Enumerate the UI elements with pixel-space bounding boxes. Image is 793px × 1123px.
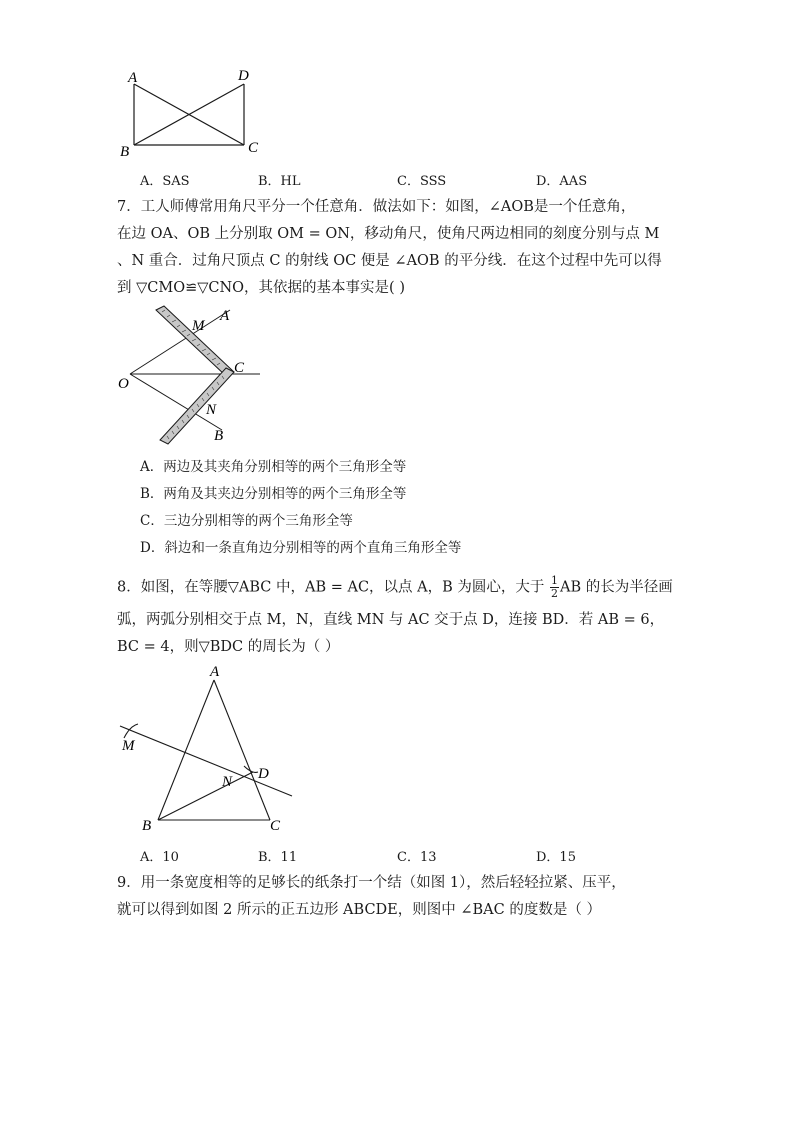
q8-figure bbox=[110, 662, 300, 837]
q8-side-ab bbox=[158, 680, 214, 820]
q6-figure bbox=[110, 62, 270, 162]
q6-option-d[interactable]: D．AAS bbox=[536, 174, 588, 189]
q8-label-n: N bbox=[222, 774, 233, 790]
q7-option-c[interactable]: C．三边分别相等的两个三角形全等 bbox=[140, 513, 353, 529]
q7-label-m: M bbox=[192, 318, 205, 334]
q7-line-4: 到 ▽CMO≌▽CNO，其依据的基本事实是( ) bbox=[117, 280, 405, 296]
q8-option-d[interactable]: D．15 bbox=[536, 850, 576, 865]
q7-label-a: A bbox=[220, 308, 230, 324]
q8-fraction-denominator: 2 bbox=[551, 587, 558, 600]
q9-line-1: 9．用一条宽度相等的足够长的纸条打一个结（如图 1），然后轻轻拉紧、压平， bbox=[117, 875, 626, 891]
q7-line-3: 、N 重合．过角尺顶点 C 的射线 OC 便是 ∠AOB 的平分线．在这个过程中先可以得 bbox=[117, 253, 662, 269]
q8-segment-bd bbox=[158, 772, 253, 820]
q7-figure bbox=[110, 300, 280, 450]
q6-option-c[interactable]: C．SSS bbox=[397, 174, 447, 189]
q6-option-a[interactable]: A．SAS bbox=[140, 174, 190, 189]
q7-line-2: 在边 OA、OB 上分别取 OM = ON，移动角尺，使角尺两边相同的刻度分别与点 M bbox=[117, 226, 660, 242]
q8-label-c: C bbox=[270, 818, 281, 834]
q8-line-1 bbox=[117, 575, 673, 600]
q8-option-c[interactable]: C．13 bbox=[397, 850, 437, 865]
q8-label-m: M bbox=[122, 738, 135, 754]
q8-arc-n bbox=[244, 766, 258, 772]
q8-line-3: BC = 4，则▽BDC 的周长为（ ） bbox=[117, 639, 340, 655]
q8-label-b: B bbox=[142, 818, 152, 834]
q8-line-mn bbox=[120, 726, 292, 796]
q6-label-c: C bbox=[248, 140, 259, 156]
q8-line-1-post: AB 的长为半径画 bbox=[560, 579, 673, 596]
q8-fraction bbox=[550, 575, 559, 600]
q8-label-d: D bbox=[258, 766, 269, 782]
q8-option-a[interactable]: A．10 bbox=[140, 850, 179, 865]
q7-option-a[interactable]: A．两边及其夹角分别相等的两个三角形全等 bbox=[140, 459, 407, 475]
q8-line-2: 弧，两弧分别相交于点 M，N，直线 MN 与 AC 交于点 D，连接 BD．若 AB = 6， bbox=[117, 612, 665, 628]
q8-option-b[interactable]: B．11 bbox=[258, 850, 298, 865]
q7-label-b: B bbox=[214, 428, 224, 444]
q7-option-d[interactable]: D．斜边和一条直角边分别相等的两个直角三角形全等 bbox=[140, 540, 462, 556]
q8-side-ac bbox=[214, 680, 270, 820]
q7-label-c: C bbox=[234, 360, 245, 376]
q9-line-2: 就可以得到如图 2 所示的正五边形 ABCDE，则图中 ∠BAC 的度数是（ ） bbox=[117, 902, 601, 918]
q8-line-1-pre: 8．如图，在等腰▽ABC 中，AB = AC，以点 A，B 为圆心，大于 bbox=[117, 579, 549, 596]
q6-label-a: A bbox=[128, 70, 138, 86]
q7-label-n: N bbox=[206, 402, 217, 418]
q8-label-a: A bbox=[210, 664, 220, 680]
q6-label-b: B bbox=[120, 144, 130, 160]
q6-option-b[interactable]: B．HL bbox=[258, 174, 301, 189]
q7-option-b[interactable]: B．两角及其夹边分别相等的两个三角形全等 bbox=[140, 486, 407, 502]
q8-fraction-numerator: 1 bbox=[551, 574, 558, 587]
q7-line-1: 7．工人师傅常用角尺平分一个任意角．做法如下：如图，∠AOB是一个任意角， bbox=[117, 199, 636, 215]
q7-label-o: O bbox=[118, 376, 129, 392]
q6-label-d: D bbox=[238, 68, 249, 84]
